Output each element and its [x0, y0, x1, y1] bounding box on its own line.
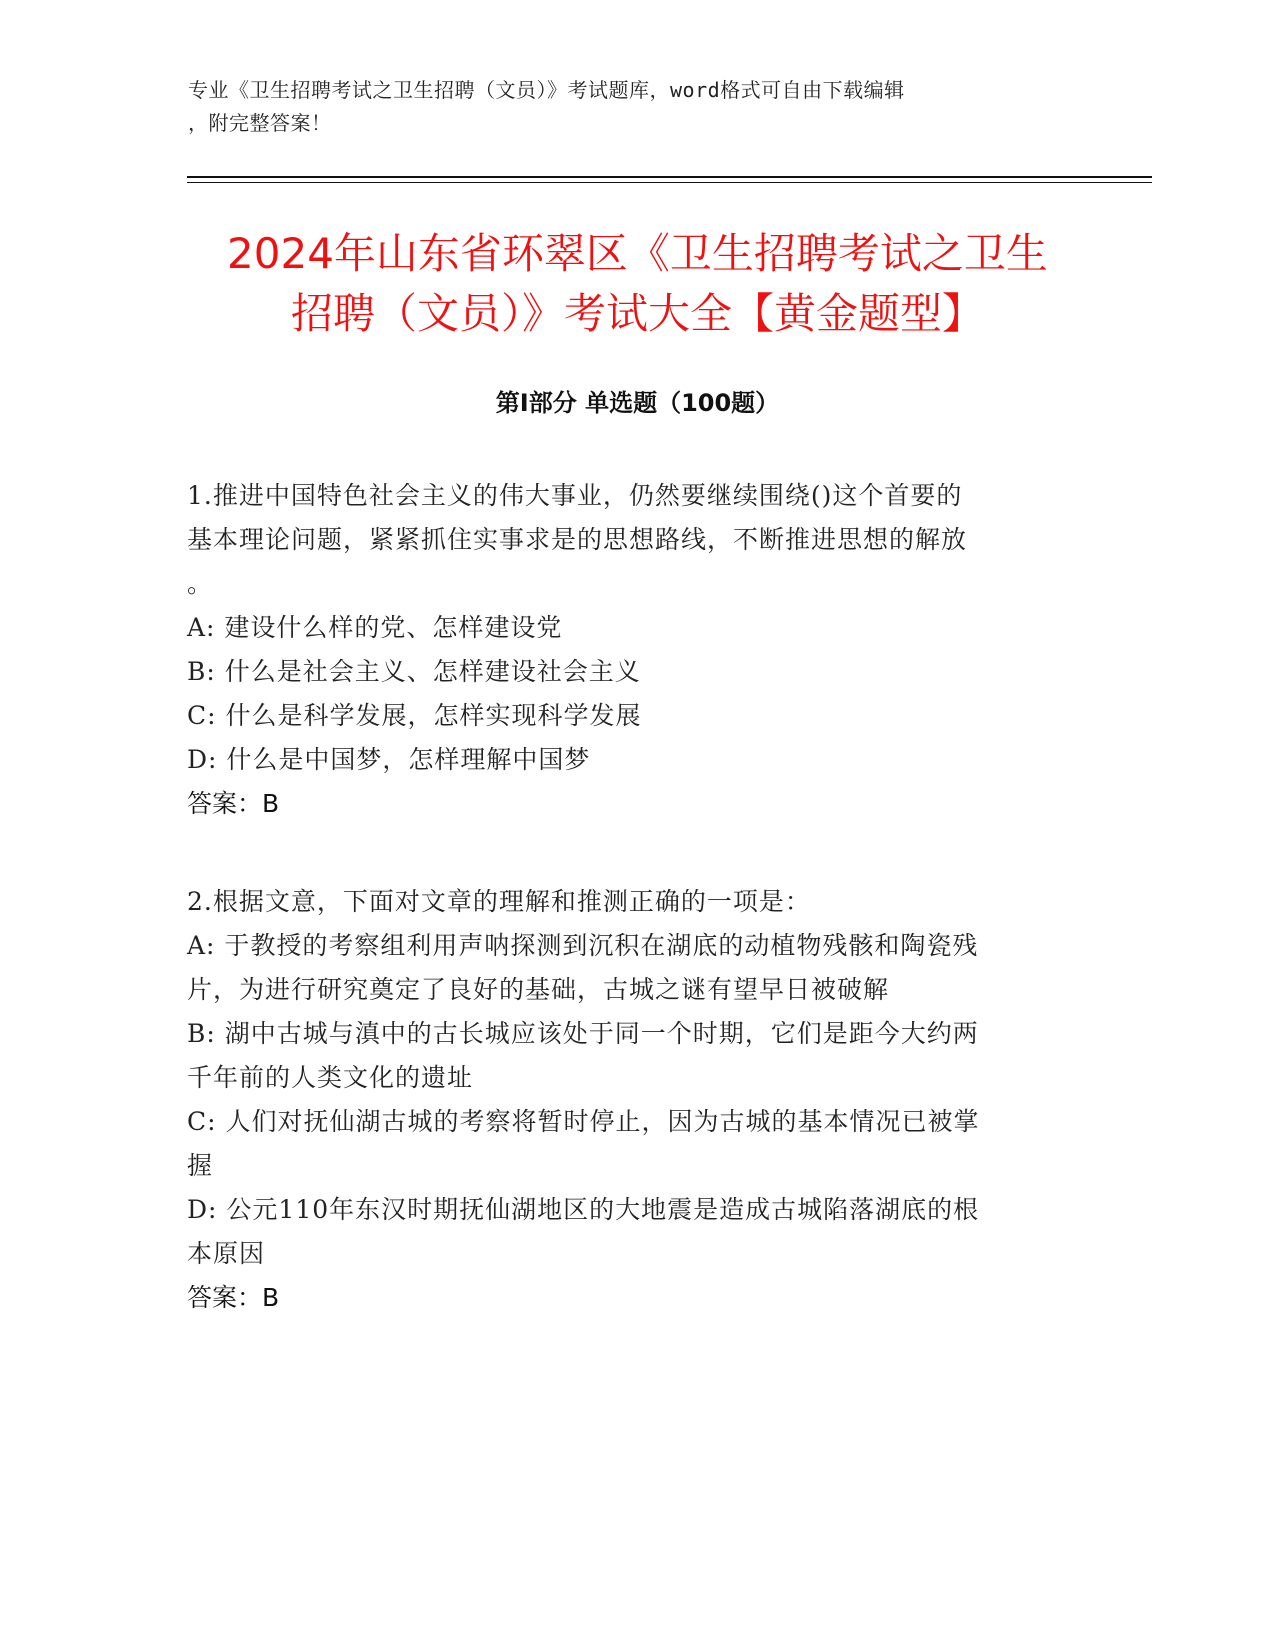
- option-c: C: 什么是科学发展，怎样实现科学发展: [187, 701, 642, 730]
- option-d-continued: 本原因: [187, 1239, 266, 1268]
- question-stem-line: 1.推进中国特色社会主义的伟大事业，仍然要继续围绕()这个首要的: [187, 481, 963, 510]
- option-a: A: 建设什么样的党、怎样建设党: [187, 613, 563, 642]
- answer-label: 答案：B: [187, 789, 280, 818]
- header-rule-thin: [187, 182, 1152, 183]
- section-heading: 第Ⅰ部分 单选题（100题）: [495, 389, 780, 417]
- option-d: D: 公元110年东汉时期抚仙湖地区的大地震是造成古城陷落湖底的根: [187, 1195, 980, 1224]
- document-title: [150, 224, 1125, 344]
- option-d: D: 什么是中国梦，怎样理解中国梦: [187, 745, 591, 774]
- header-note-line: 专业《卫生招聘考试之卫生招聘（文员）》考试题库，word格式可自由下载编辑: [188, 78, 905, 102]
- question-1: [187, 474, 1067, 826]
- header-note: [188, 74, 1068, 140]
- question-stem-line: 基本理论问题，紧紧抓住实事求是的思想路线，不断推进思想的解放: [187, 525, 968, 554]
- question-stem-line: 。: [187, 569, 214, 598]
- header-note-line: ，附完整答案！: [188, 111, 332, 135]
- question-stem-line: 2.根据文意，下面对文章的理解和推测正确的一项是：: [187, 887, 811, 916]
- option-b: B: 什么是社会主义、怎样建设社会主义: [187, 657, 641, 686]
- option-a-continued: 片，为进行研究奠定了良好的基础，古城之谜有望早日被破解: [187, 975, 890, 1004]
- answer-label: 答案：B: [187, 1283, 280, 1312]
- option-c-continued: 握: [187, 1151, 214, 1180]
- option-b: B: 湖中古城与滇中的古长城应该处于同一个时期，它们是距今大约两: [187, 1019, 979, 1048]
- option-c: C: 人们对抚仙湖古城的考察将暂时停止，因为古城的基本情况已被掌: [187, 1107, 980, 1136]
- title-line: 招聘（文员）》考试大全【黄金题型】: [290, 289, 984, 338]
- question-2: [187, 880, 1067, 1320]
- title-line: 2024年山东省环翠区《卫生招聘考试之卫生: [227, 229, 1048, 278]
- header-rule-thick: [187, 176, 1152, 178]
- option-a: A: 于教授的考察组利用声呐探测到沉积在湖底的动植物残骸和陶瓷残: [187, 931, 979, 960]
- option-b-continued: 千年前的人类文化的遗址: [187, 1063, 474, 1092]
